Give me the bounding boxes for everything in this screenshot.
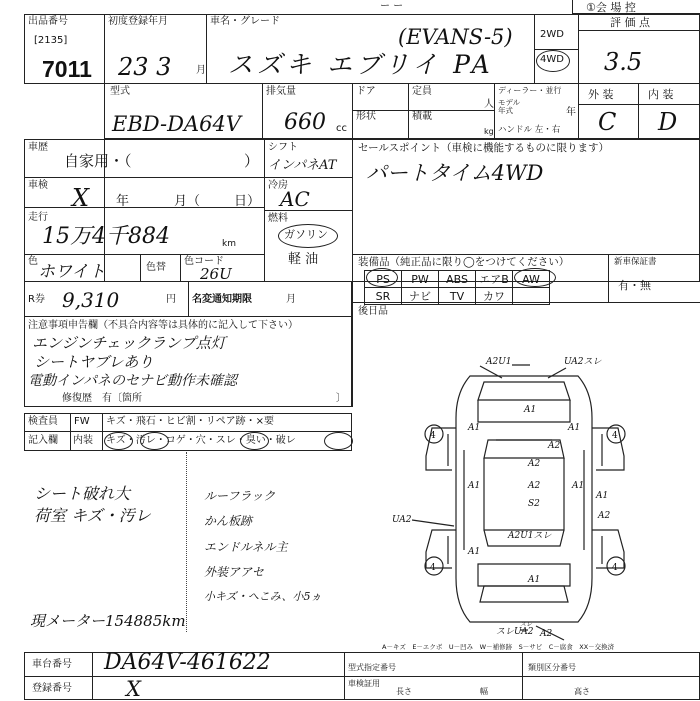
remarks-divider <box>186 452 187 632</box>
remark-right-5: 小キズ・へこみ、小5ヵ <box>204 590 322 603</box>
certificate-label: 車検証用 <box>348 679 380 688</box>
recycle-label: R券 <box>28 294 45 305</box>
divider <box>140 254 141 282</box>
wheel-rear-right: 4 <box>612 563 618 573</box>
divider <box>24 177 264 178</box>
interior-record-label: 内装 <box>73 435 93 446</box>
score-value: 3.5 <box>604 48 643 76</box>
diagram-label-s2: S2 <box>528 499 540 509</box>
diagram-label-a2-roof-right: A2 <box>548 441 561 451</box>
exterior-grade: C <box>598 108 617 136</box>
remark-right-3: エンドルネル主 <box>204 540 288 554</box>
color-code-label: 色コード <box>184 256 224 267</box>
wheel-front-left: 4 <box>430 431 436 441</box>
lot-label: 出品番号 <box>28 16 68 27</box>
equip-ps: PS <box>365 271 402 288</box>
divider <box>352 254 700 255</box>
model-label: 車名・グレード <box>210 16 280 27</box>
name-change-label: 名変通知期限 <box>192 294 252 305</box>
diagram-label-a1-rear-left: A1 <box>468 547 481 557</box>
height-label: 高さ <box>574 687 590 696</box>
type-value: EBD-DA64V <box>112 112 241 136</box>
drive-4wd: 4WD <box>540 54 564 65</box>
diagram-label-a1-left: A1 <box>468 481 481 491</box>
interior-tear-circle <box>324 432 353 450</box>
model-code: (EVANS-5) <box>398 25 513 49</box>
diagram-label-a1-right: A1 <box>572 481 585 491</box>
divider <box>70 413 71 451</box>
interior-grade: D <box>658 108 678 136</box>
diagram-label-ua2-side: UA2 <box>392 515 412 525</box>
interior-scratch-circle <box>104 432 133 450</box>
divider <box>264 177 352 178</box>
equip-pw: PW <box>402 271 439 288</box>
equip-airbag: エアB <box>476 271 513 288</box>
divider <box>188 282 189 317</box>
color-value: ホワイト <box>38 262 106 282</box>
displacement-value: 660 <box>284 110 326 135</box>
registration-number: X <box>126 677 141 701</box>
recycle-value: 9,310 <box>62 288 120 312</box>
diagram-label-a1-right-outer: A1 <box>596 491 609 501</box>
divider <box>578 104 700 105</box>
history-label: 車歴 <box>28 142 48 153</box>
remark-left-1: シート破れ大 <box>34 484 131 503</box>
mileage-label: 走行 <box>28 212 48 223</box>
person-unit: 人 <box>484 99 494 110</box>
fuel-gasoline-circle <box>278 224 338 248</box>
divider <box>608 254 609 302</box>
inspection-year: 年 <box>116 194 130 209</box>
equip-sr: SR <box>365 288 402 305</box>
divider <box>24 207 264 208</box>
model-value: スズキ エブリイ PA <box>228 50 494 79</box>
sales-point-value: パートタイム4WD <box>366 161 544 185</box>
inspection-month: 月（ <box>174 194 201 209</box>
length-label: 長さ <box>396 687 412 696</box>
car-damage-diagram <box>352 330 700 642</box>
diagram-label-small: スレ <box>520 621 533 628</box>
warranty-label: 新車保証書 <box>614 257 657 267</box>
diagram-label-a1-front-right: A1 <box>568 423 581 433</box>
diagram-label-a1-hood: A1 <box>524 405 537 415</box>
notes-label: 注意事項申告欄（不具合内容等は具体的に記入して下さい） <box>28 320 298 331</box>
diagram-label-a2-bottom: A2 <box>540 629 553 639</box>
equip-leather: カワ <box>476 288 513 305</box>
record-label: 記入欄 <box>28 435 58 446</box>
venue-copy-label: ①会 場 控 <box>586 1 636 14</box>
header-fragment: ー ー <box>380 1 404 12</box>
lot-id: [2135] <box>34 35 68 46</box>
divider <box>408 84 409 139</box>
mileage-value: 15万4千884 <box>42 224 170 249</box>
divider <box>180 254 181 282</box>
color-change-label: 色替 <box>146 262 166 273</box>
diagram-label-a2-roof-center: A2 <box>528 481 541 491</box>
equip-abs: ABS <box>439 271 476 288</box>
divider <box>494 84 495 139</box>
divider <box>102 413 103 451</box>
displacement-unit: cc <box>336 123 347 134</box>
dealer-label: ディーラー・並行 <box>498 86 562 95</box>
diagram-label-a2-roof: A2 <box>528 459 541 469</box>
shape-label: 形状 <box>356 111 376 122</box>
inspection-label: 車検 <box>28 180 48 191</box>
inspection-day: 日） <box>234 194 261 209</box>
first-registration-value: 23 3 <box>118 53 172 81</box>
score-label: 評 価 点 <box>610 16 650 29</box>
equipment-label: 装備品（純正品に限り◯をつけてください） <box>358 256 570 268</box>
after-items-label: 後日品 <box>358 306 388 317</box>
diagram-label-a1-front-left: A1 <box>468 423 481 433</box>
notes-line-2: シートヤブレあり <box>34 353 154 371</box>
form-designation-label: 型式指定番号 <box>348 663 396 672</box>
remark-left-3: 現メーター154885km <box>30 612 186 630</box>
remark-right-4: 外装アアセ <box>204 565 264 579</box>
notes-line-3: 電動インパネのセナビ動作未確認 <box>28 373 238 389</box>
interior-wear-circle <box>240 432 269 450</box>
drive-4wd-circle <box>536 50 570 72</box>
fuel-label: 燃料 <box>268 213 288 224</box>
equip-navi: ナビ <box>402 288 439 305</box>
diagram-label-bottom: スレUA2 <box>496 627 534 637</box>
handle-label: ハンドル 左・右 <box>498 125 561 135</box>
remark-left-2: 荷室 キズ・汚レ <box>34 506 151 525</box>
first-registration-label: 初度登録年月 <box>108 16 168 27</box>
year-unit: 年 <box>566 107 576 118</box>
divider <box>24 431 352 432</box>
ac-value: AC <box>280 187 310 211</box>
exterior-label: 外 装 <box>588 88 614 101</box>
divider <box>206 14 207 84</box>
inspector-fw: FW <box>74 416 90 427</box>
equip-ps-circle <box>366 268 398 287</box>
divider <box>638 84 639 139</box>
interior-record-items: キズ・汚レ・コゲ・穴・スレ・臭い・破レ <box>106 435 296 446</box>
shift-label: シフト <box>268 142 298 153</box>
month-unit: 月 <box>196 65 206 76</box>
load-label: 積載 <box>412 111 432 122</box>
warranty-value: 有・無 <box>618 279 651 292</box>
chassis-number: DA64V-461622 <box>104 650 271 675</box>
width-label: 幅 <box>480 687 488 696</box>
diagram-label-top-right: UA2スレ <box>564 357 602 367</box>
lot-number: 7011 <box>42 56 92 82</box>
history-value: 自家用・（ <box>64 152 132 170</box>
door-label: ドア <box>356 86 376 97</box>
diagram-label-top-left: A2U1 <box>486 357 512 367</box>
registration-label: 登録番号 <box>32 683 72 694</box>
inspection-value: X <box>72 184 90 212</box>
damage-legend: A－キズ E－エクボ U－凹み W－補修跡 S－サビ C－腐食 XX－交換済 <box>382 643 615 651</box>
diagram-label-a1-rear: A1 <box>528 575 541 585</box>
ac-label: 冷房 <box>268 180 288 191</box>
recycle-unit: 円 <box>166 294 176 305</box>
drive-2wd: 2WD <box>540 29 564 40</box>
interior-label: 内 装 <box>648 88 674 101</box>
modelyear-label: モデル 年式 <box>498 98 521 116</box>
shift-value: インパネAT <box>268 158 337 173</box>
repair-history-label: 修復歴 有〔箇所 <box>62 393 142 404</box>
chassis-label: 車台番号 <box>32 659 72 670</box>
sales-point-label: セールスポイント（車検に機能するものに限ります） <box>358 142 610 154</box>
divider <box>578 30 700 31</box>
interior-stain-circle <box>140 432 169 450</box>
divider <box>92 652 93 700</box>
color-code-value: 26U <box>200 265 232 283</box>
divider <box>352 84 353 139</box>
capacity-label: 定員 <box>412 86 432 97</box>
equip-tv: TV <box>439 288 476 305</box>
fuel-gasoline: ガソリン <box>284 228 328 241</box>
divider <box>24 254 264 255</box>
history-close: ） <box>244 152 260 170</box>
displacement-label: 排気量 <box>266 86 296 97</box>
divider <box>262 84 263 139</box>
remark-right-2: かん板跡 <box>204 514 253 528</box>
repair-history-close: 〕 <box>336 393 346 404</box>
name-change-month: 月 <box>286 294 296 305</box>
fuel-diesel: 軽 油 <box>288 252 319 267</box>
diagram-label-ua2-roof: A2U1スレ <box>508 531 552 541</box>
inspector-items: キズ・飛石・ヒビ割・リペア跡・×要 <box>106 416 274 427</box>
equip-aw: AW <box>513 271 550 288</box>
remark-right-1: ルーフラック <box>204 489 276 503</box>
divider <box>352 302 700 303</box>
color-label: 色 <box>28 256 38 267</box>
diagram-label-a2-right: A2 <box>598 511 611 521</box>
notes-line-1: エンジンチェックランプ点灯 <box>32 334 226 352</box>
wheel-front-right: 4 <box>612 431 618 441</box>
mileage-unit: km <box>222 239 236 249</box>
equip-airbag-circle <box>514 268 556 287</box>
kg-unit: kg <box>484 127 494 136</box>
inspector-label: 検査員 <box>28 416 58 427</box>
divider <box>344 676 700 677</box>
wheel-rear-left: 4 <box>430 563 436 573</box>
type-label: 型式 <box>110 86 130 97</box>
divider <box>24 676 344 677</box>
classification-label: 類別区分番号 <box>528 663 576 672</box>
